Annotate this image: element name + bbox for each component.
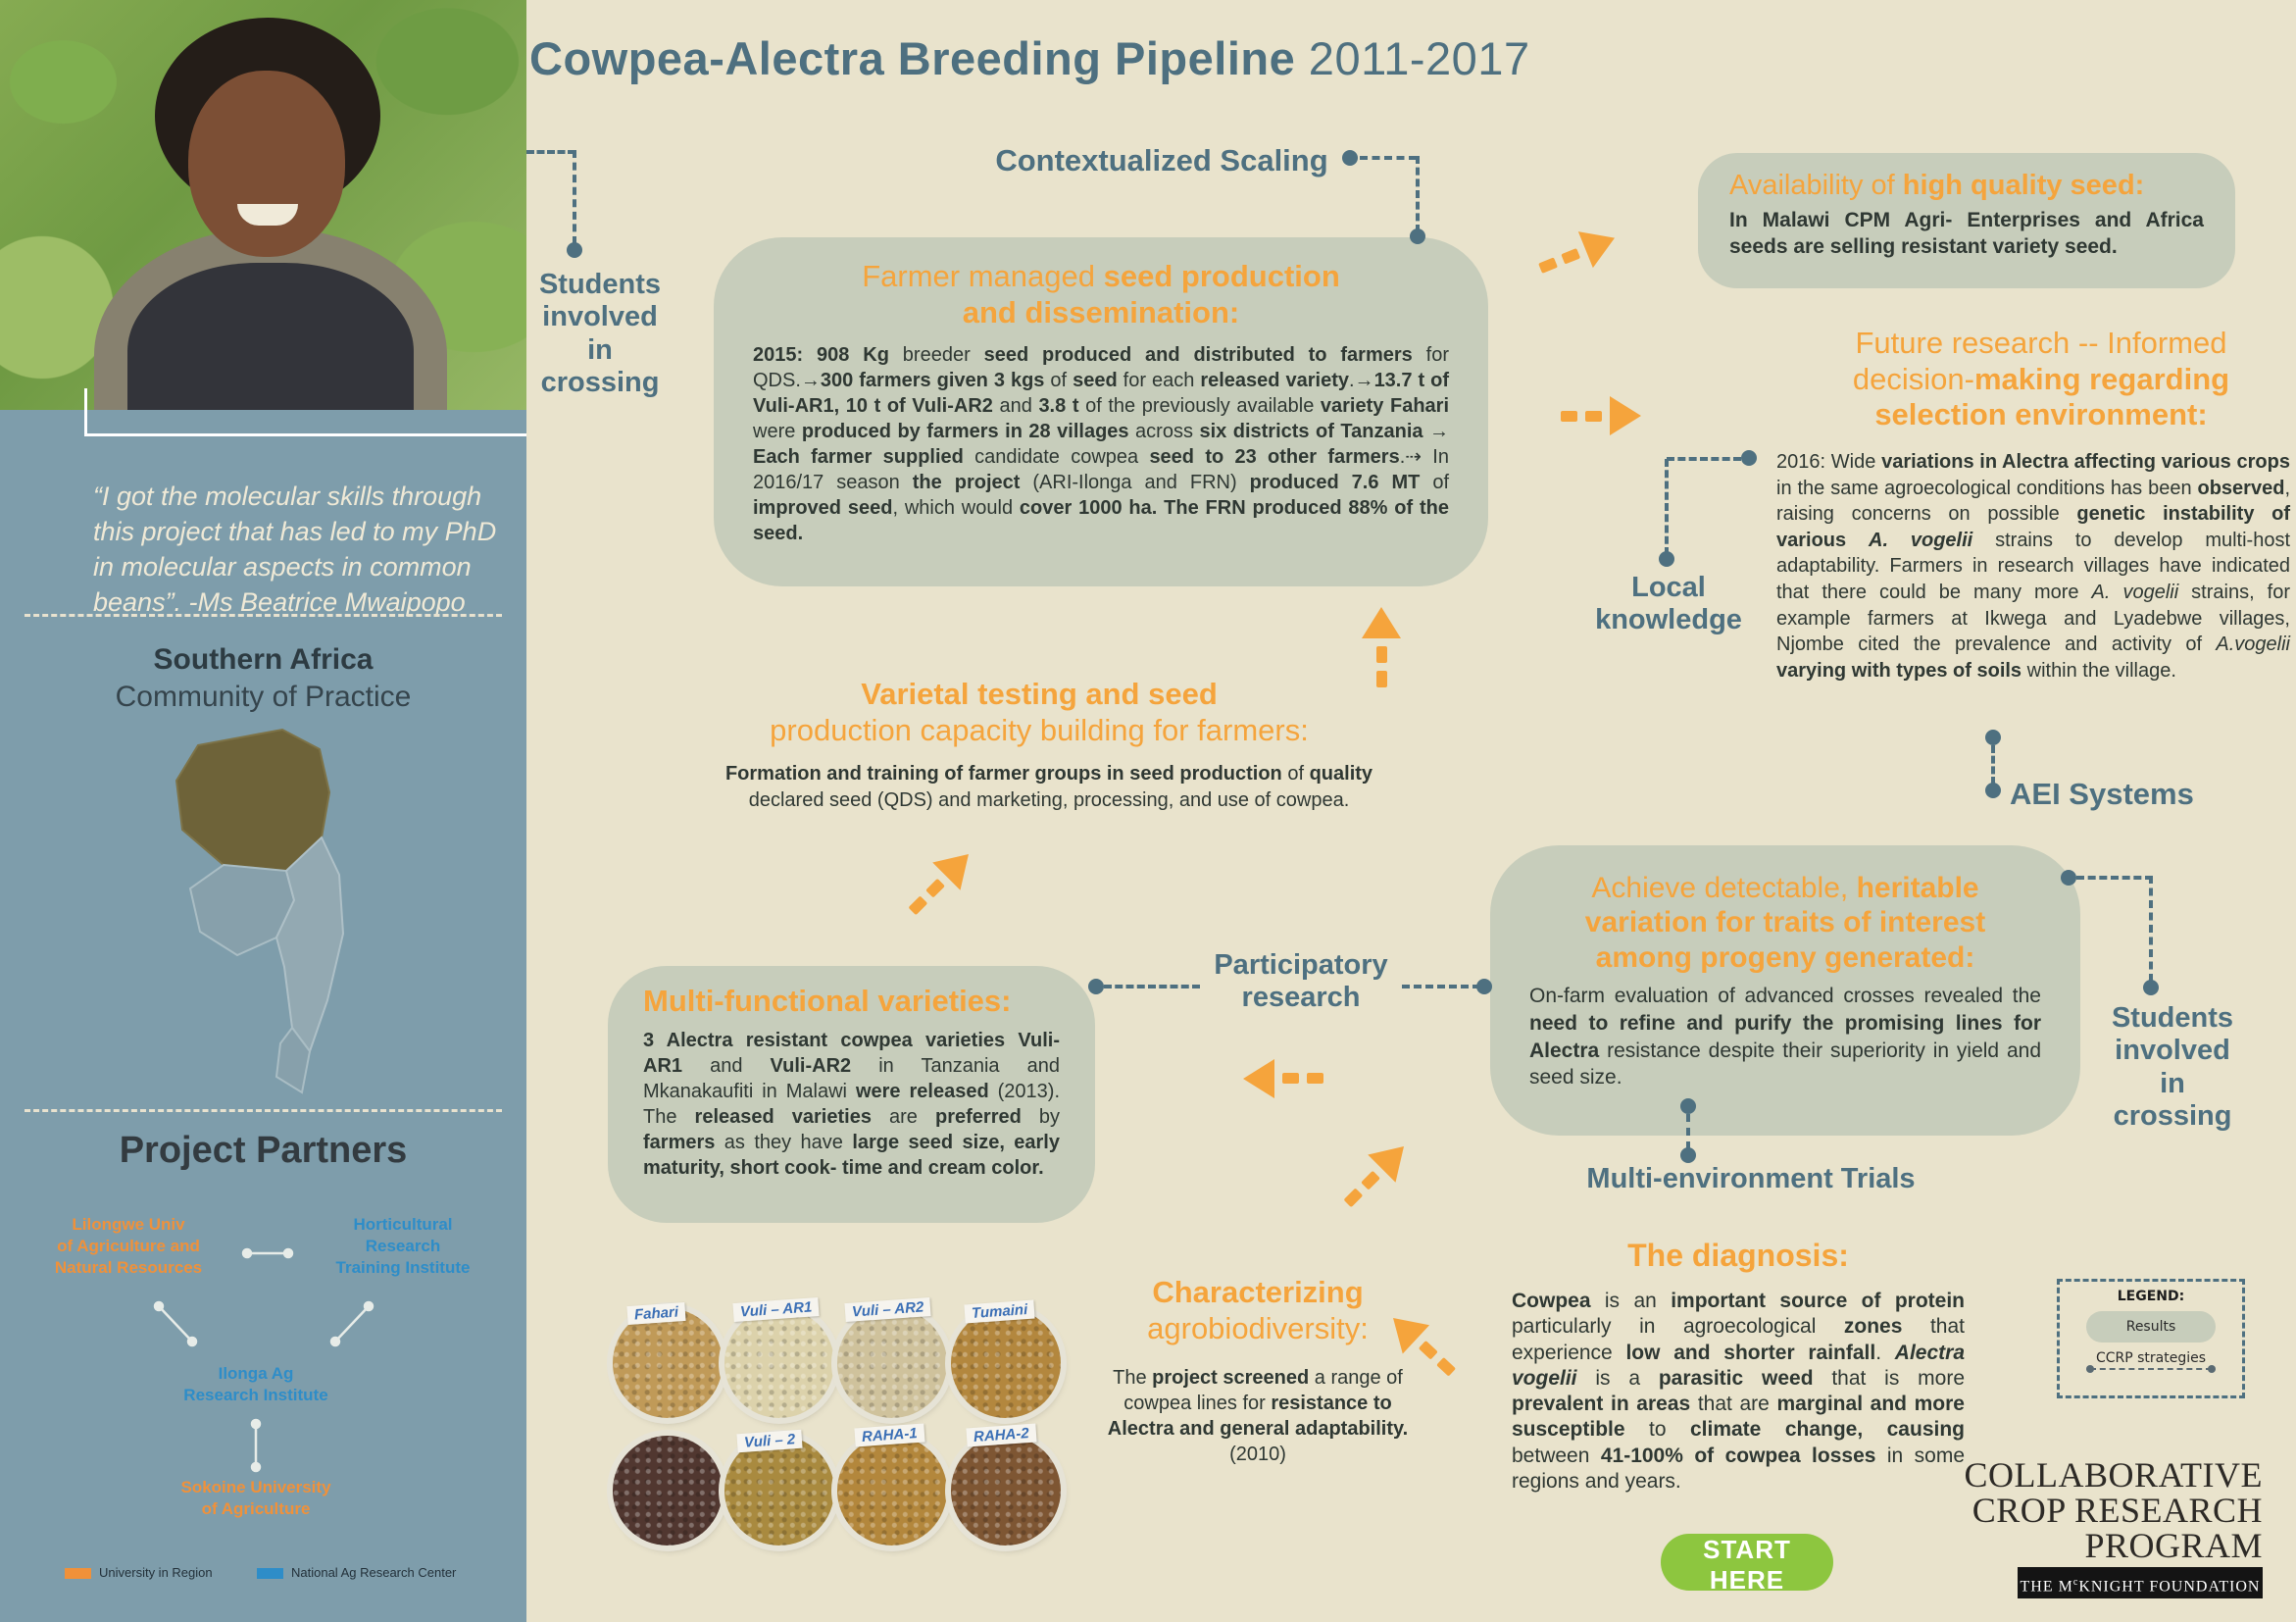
region-subtitle: Community of Practice xyxy=(115,681,412,713)
partner-connectors xyxy=(0,1216,526,1510)
connector-dot xyxy=(1680,1147,1696,1163)
flow-arrow-to-future-research xyxy=(1561,396,1641,435)
map-country xyxy=(276,837,343,1051)
start-here-button[interactable]: START HERE xyxy=(1661,1534,1833,1591)
box-achieve-variation xyxy=(1490,845,2080,1136)
box-availability xyxy=(1698,153,2235,288)
flow-arrow-up-to-seed-production xyxy=(1362,607,1401,687)
box-achieve-body: On-farm evaluation of advanced crosses revealed the need to refine and purify the promising lines for Alectra resistance despite their superiority in yield and seed size. xyxy=(1529,985,2041,1090)
legend-swatch-university xyxy=(65,1568,91,1579)
legend-ccrp-dashed-line xyxy=(2090,1368,2212,1370)
connector xyxy=(2076,876,2153,880)
legend-box xyxy=(2057,1279,2245,1398)
connector xyxy=(1104,985,1200,988)
region-map xyxy=(147,728,402,1105)
seed-plate-raha-2 xyxy=(951,1436,1061,1546)
connector xyxy=(1991,745,1995,785)
seed-label: Fahari xyxy=(626,1302,685,1325)
connector xyxy=(526,150,575,154)
connector-dot xyxy=(1741,450,1757,466)
connector-dot xyxy=(567,242,582,258)
flow-arrow-up-to-achieve xyxy=(1333,1133,1418,1217)
diagnosis-body: Cowpea is an important source of protein particularly in agroecological zones that experience low and shorter rainfall. Alectra vogelii is a parasitic weed that is more prevalent in areas that are marginal and more susceptible to climate change, causing between 41-100% of cowpea losses in some regions and years. xyxy=(1512,1290,1966,1493)
student-photo xyxy=(0,0,526,410)
flow-arrow-up-to-varietal xyxy=(898,840,982,925)
legend-results-pill: Results xyxy=(2086,1311,2216,1343)
box-multifunctional xyxy=(608,966,1095,1223)
partner-sokoine: Sokoine University of Agriculture xyxy=(180,1478,331,1519)
region-title: Southern Africa xyxy=(153,643,374,676)
seed-label: RAHA-2 xyxy=(966,1424,1036,1447)
seed-label: RAHA-1 xyxy=(854,1424,924,1447)
label-participatory-research: Participatory research xyxy=(1214,949,1388,1014)
seed-plate-vuli-ar1 xyxy=(724,1308,834,1418)
ccrp-line2: CROP RESEARCH xyxy=(1972,1491,2263,1530)
box-multifunctional-title: Multi-functional varieties: xyxy=(643,984,1012,1018)
future-research-title: Future research -- Informed decision-making regarding selection environment: xyxy=(1852,326,2230,432)
map-country-highlight xyxy=(176,730,329,871)
seed-label: Tumaini xyxy=(964,1300,1034,1324)
partner-lilongwe: Lilongwe Univ of Agriculture and Natural Resources xyxy=(54,1215,203,1278)
connector-dot xyxy=(1342,150,1358,166)
page-title-years: 2011-2017 xyxy=(1295,32,1530,84)
ccrp-line1: COLLABORATIVE xyxy=(1964,1455,2263,1495)
characterizing-title: Characterizing agrobiodiversity: xyxy=(1147,1275,1369,1345)
connector xyxy=(1402,985,1480,988)
legend-label-university: University in Region xyxy=(99,1565,213,1580)
connector xyxy=(1667,457,1741,461)
characterizing-body: The project screened a range of cowpea lines for resistance to Alectra and general adaptability. (2010) xyxy=(1107,1367,1409,1465)
diagnosis-title: The diagnosis: xyxy=(1627,1238,1849,1273)
varietal-testing-body: Formation and training of farmer groups in seed production of quality declared seed (QDS) and marketing, processing, and use of cowpea. xyxy=(724,763,1373,811)
box-multifunctional-body: 3 Alectra resistant cowpea varieties Vuli-AR1 and Vuli-AR2 in Tanzania and Mkanakaufiti in Malawi were released (2013). The released varieties are preferred by farmers as they have large seed size, early maturity, short cook- time and cream color. xyxy=(643,1029,1060,1179)
label-contextualized-scaling: Contextualized Scaling xyxy=(995,143,1328,177)
seed-label: Vuli – AR2 xyxy=(844,1297,930,1322)
connector xyxy=(1360,156,1417,160)
legend-label-narc: National Ag Research Center xyxy=(291,1565,457,1580)
box-farmer-body: 2015: 908 Kg breeder seed produced and distributed to farmers for QDS.→300 farmers given 3 kgs of seed for each released variety.→13.7 t of Vuli-AR1, 10 t of Vuli-AR2 and 3.8 t of the previously available variety Fahari were produced by farmers in 28 villages across six districts of Tanzania → Each farmer supplied candidate cowpea seed to 23 other farmers.⇢ In 2016/17 season the project (ARI-Ilonga and FRN) produced 7.6 MT of improved seed, which would cover 1000 ha. The FRN produced 88% of the seed. xyxy=(753,344,1450,545)
page-title-main: Cowpea-Alectra Breeding Pipeline xyxy=(529,32,1296,84)
connector-dot xyxy=(1088,979,1104,994)
connector xyxy=(1686,1114,1690,1149)
page-title xyxy=(529,31,1530,85)
ccrp-wordmark xyxy=(1941,1457,2263,1563)
legend-ccrp-label: CCRP strategies xyxy=(2095,1350,2207,1366)
connector-dot xyxy=(2061,870,2076,886)
box-farmer-seed-production xyxy=(714,237,1488,586)
label-local-knowledge: Local knowledge xyxy=(1595,572,1742,636)
box-availability-title: Availability of high quality seed: xyxy=(1729,170,2145,201)
photo-frame xyxy=(84,433,526,436)
seed-label: Vuli – 2 xyxy=(736,1430,802,1453)
photo-frame xyxy=(84,388,87,435)
connector xyxy=(1665,459,1669,555)
partner-ilonga: Ilonga Ag Research Institute xyxy=(183,1364,328,1405)
partner-horticultural: Horticultural Research Training Institute xyxy=(335,1215,471,1278)
label-students-crossing-right: Students involved in crossing xyxy=(2111,1002,2234,1133)
legend-swatch-narc xyxy=(257,1568,283,1579)
student-quote: “I got the molecular skills through this project that has led to my PhD in molecular aspects in common beans”. -Ms Beatrice Mwaipopo xyxy=(93,482,497,617)
box-farmer-title: Farmer managed seed production and dissemination: xyxy=(862,259,1340,329)
photo-face xyxy=(188,71,345,257)
future-research-body: 2016: Wide variations in Alectra affecting various crops in the same agroecological conditions has been observed, raising concerns on possible genetic instability of various A. vogelii strains to develop multi-host adaptability. Farmers in research villages have indicated that there could be many more A. vogelii strains, for example farmers at Ikwega and Lyadebwe villages, Njombe cited the prevalence and activity of A.vogelii varying with types of soils within the village. xyxy=(1776,451,2291,682)
seed-plate-dark xyxy=(613,1436,723,1546)
connector xyxy=(573,150,576,244)
sidebar xyxy=(0,0,526,1622)
dashed-separator xyxy=(25,614,502,617)
seed-plate-tumaini xyxy=(951,1308,1061,1418)
connector-dot xyxy=(2143,980,2159,995)
connector-dot xyxy=(1680,1098,1696,1114)
connector-dot xyxy=(1476,979,1492,994)
box-achieve-title: Achieve detectable, heritable variation for traits of interest among progeny generated: xyxy=(1584,872,1986,974)
connector-dot xyxy=(1985,783,2001,798)
flow-arrow-to-availability xyxy=(1532,220,1622,286)
connector-dot xyxy=(1410,228,1425,244)
label-multi-environment-trials: Multi-environment Trials xyxy=(1586,1163,1916,1194)
label-students-crossing-left: Students involved in crossing xyxy=(538,269,662,399)
connector-dot xyxy=(1659,551,1674,567)
dashed-separator xyxy=(25,1109,502,1112)
photo-jacket xyxy=(127,263,414,410)
connector-dot xyxy=(1985,730,2001,745)
partners-title: Project Partners xyxy=(119,1130,408,1171)
mcknight-foundation-bar: THE $M^cKNIGHT$ FOUNDATION xyxy=(2018,1567,2263,1598)
flow-arrow-to-multifunctional xyxy=(1243,1059,1323,1098)
seed-plate-vuli-ar2 xyxy=(837,1308,947,1418)
connector xyxy=(2149,876,2153,982)
varietal-testing-title: Varietal testing and seed production capacity building for farmers: xyxy=(770,677,1309,747)
label-aei-systems: AEI Systems xyxy=(2010,777,2194,811)
legend-title: LEGEND: xyxy=(2117,1289,2185,1304)
seed-label: Vuli – AR1 xyxy=(732,1297,819,1322)
box-availability-body: In Malawi CPM Agri- Enterprises and Africa seeds are selling resistant variety seed. xyxy=(1729,209,2204,259)
connector xyxy=(1416,156,1420,232)
seed-plate-raha-1 xyxy=(837,1436,947,1546)
ccrp-line3: PROGRAM xyxy=(2084,1526,2263,1565)
